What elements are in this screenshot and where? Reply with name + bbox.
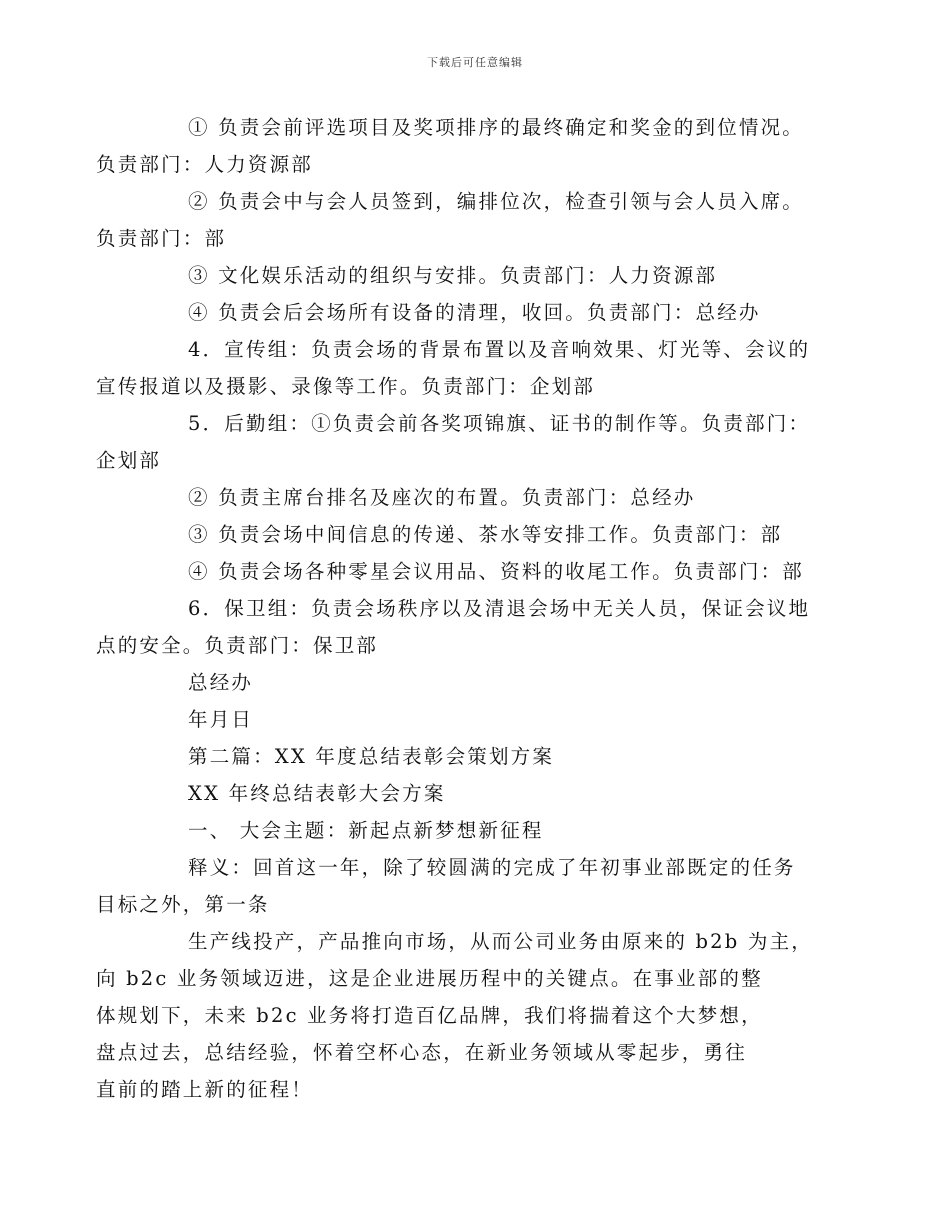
text-line: 4．宣传组：负责会场的背景布置以及音响效果、灯光等、会议的 [188,338,811,361]
text-line: 宣传报道以及摄影、录像等工作。负责部门：企划部 [96,375,596,398]
text-line: ② 负责会中与会人员签到，编排位次，检查引领与会人员入席。 [188,190,804,213]
paragraph [142,775,812,812]
text-line: 体规划下，未来 b2c 业务将打造百亿品牌，我们将揣着这个大梦想， [96,1004,763,1027]
paragraph [142,701,812,738]
text-line: 5．后勤组：①负责会前各奖项锦旗、证书的制作等。负责部门： [188,412,811,435]
text-line: ③ 负责会场中间信息的传递、茶水等安排工作。负责部门：部 [188,523,783,546]
paragraph [96,183,812,257]
paragraph [96,849,812,923]
text-line: ① 负责会前评选项目及奖项排序的最终确定和奖金的到位情况。 [188,116,804,139]
text-line: XX 年终总结表彰大会方案 [188,782,446,805]
paragraph [142,738,812,775]
text-line: 直前的踏上新的征程！ [96,1078,314,1101]
text-line: 总经办 [188,671,254,694]
text-line: 点的安全。负责部门：保卫部 [96,634,379,657]
page-header: 下载后可任意编辑 [427,56,523,69]
text-line: 负责部门：部 [96,227,227,250]
paragraph [142,479,812,516]
paragraph [96,590,812,664]
text-line: 生产线投产，产品推向市场，从而公司业务由原来的 b2b 为主， [188,930,813,953]
paragraph [142,294,812,331]
text-line: ② 负责主席台排名及座次的布置。负责部门：总经办 [188,486,696,509]
document-body [96,109,813,1108]
text-line: 年月日 [188,708,254,731]
text-line: 目标之外，第一条 [96,893,270,916]
paragraph [142,553,812,590]
paragraph [96,331,812,405]
paragraph [142,516,812,553]
paragraph [142,812,812,849]
text-line: 第二篇：XX 年度总结表彰会策划方案 [188,745,555,768]
text-line: 一、 大会主题：新起点新梦想新征程 [188,819,544,842]
text-line: ③ 文化娱乐活动的组织与安排。负责部门：人力资源部 [188,264,718,287]
paragraph [142,664,812,701]
text-line: 盘点过去，总结经验，怀着空杯心态，在新业务领域从零起步，勇往 [96,1041,748,1064]
paragraph [142,257,812,294]
text-line: 负责部门：人力资源部 [96,153,314,176]
text-line: 6．保卫组：负责会场秩序以及清退会场中无关人员，保证会议地 [188,597,811,620]
paragraph [96,405,812,479]
text-line: 向 b2c 业务领域迈进，这是企业进展历程中的关键点。在事业部的整 [96,967,763,990]
text-line: 企划部 [96,449,162,472]
paragraph [96,923,813,1108]
text-line: 释义：回首这一年，除了较圆满的完成了年初事业部既定的任务 [188,856,796,879]
text-line: ④ 负责会场各种零星会议用品、资料的收尾工作。负责部门：部 [188,560,804,583]
text-line: ④ 负责会后会场所有设备的清理，收回。负责部门：总经办 [188,301,761,324]
paragraph [96,109,812,183]
